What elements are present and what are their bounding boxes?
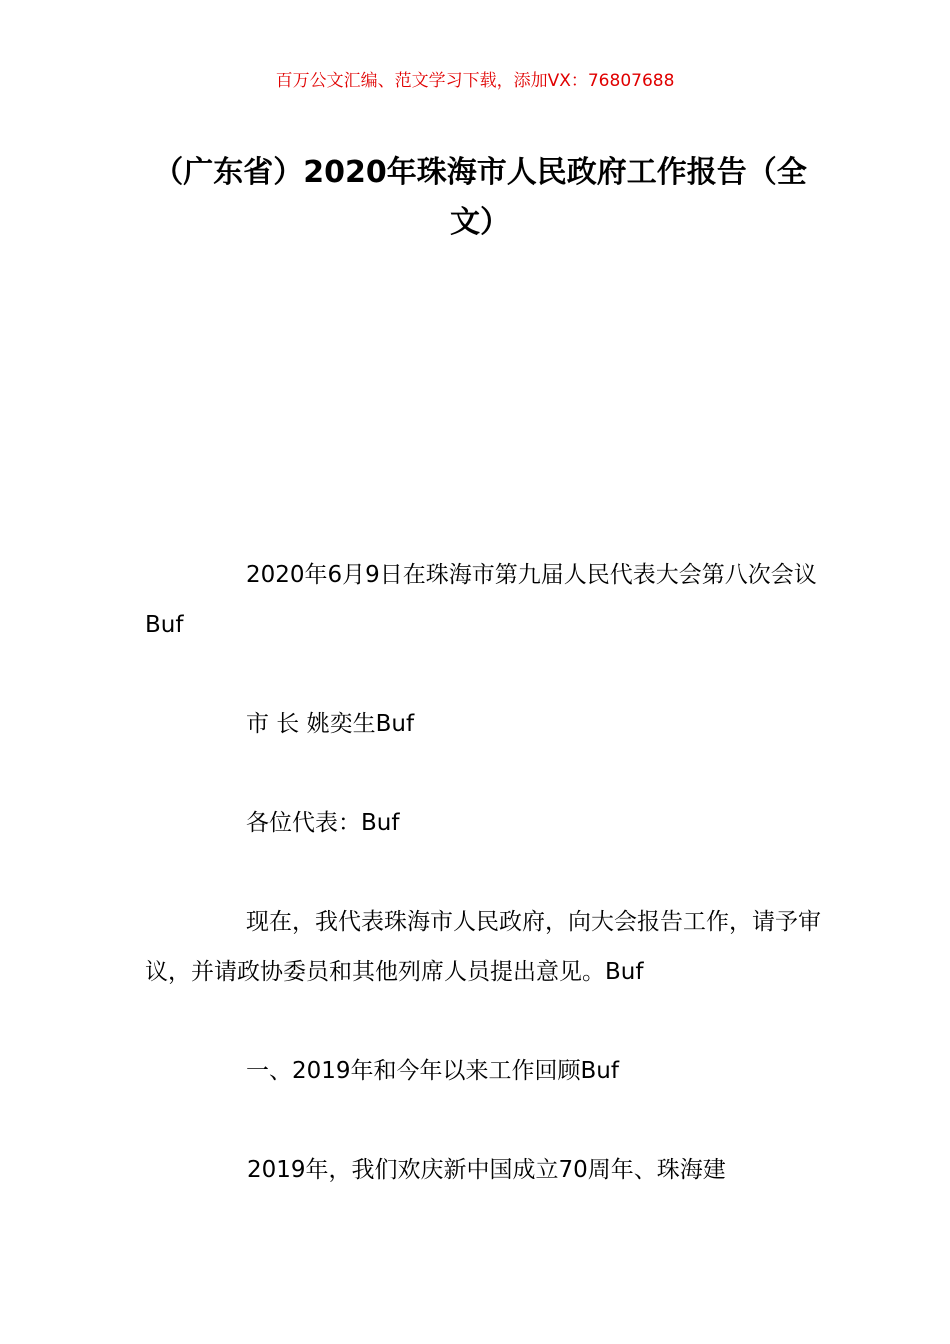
section-heading-paragraph: 一、2019年和今年以来工作回顾Buf [246, 1058, 619, 1084]
document-body [145, 550, 835, 1244]
body-paragraph: 2019年，我们欢庆新中国成立70周年、珠海建 [247, 1157, 726, 1183]
speaker-paragraph: 市 长 姚奕生Buf [246, 711, 415, 737]
salutation-paragraph: 各位代表：Buf [246, 810, 400, 836]
intro-paragraph: 现在，我代表珠海市人民政府，向大会报告工作，请予审议，并请政协委员和其他列席人员提出意见。Buf [145, 909, 821, 985]
meeting-info-paragraph: 2020年6月9日在珠海市第九届人民代表大会第八次会议Buf [145, 562, 817, 638]
document-title: （广东省）2020年珠海市人民政府工作报告（全文） [153, 155, 807, 240]
header-promo-note: 百万公文汇编、范文学习下载，添加VX：76807688 [275, 71, 675, 91]
